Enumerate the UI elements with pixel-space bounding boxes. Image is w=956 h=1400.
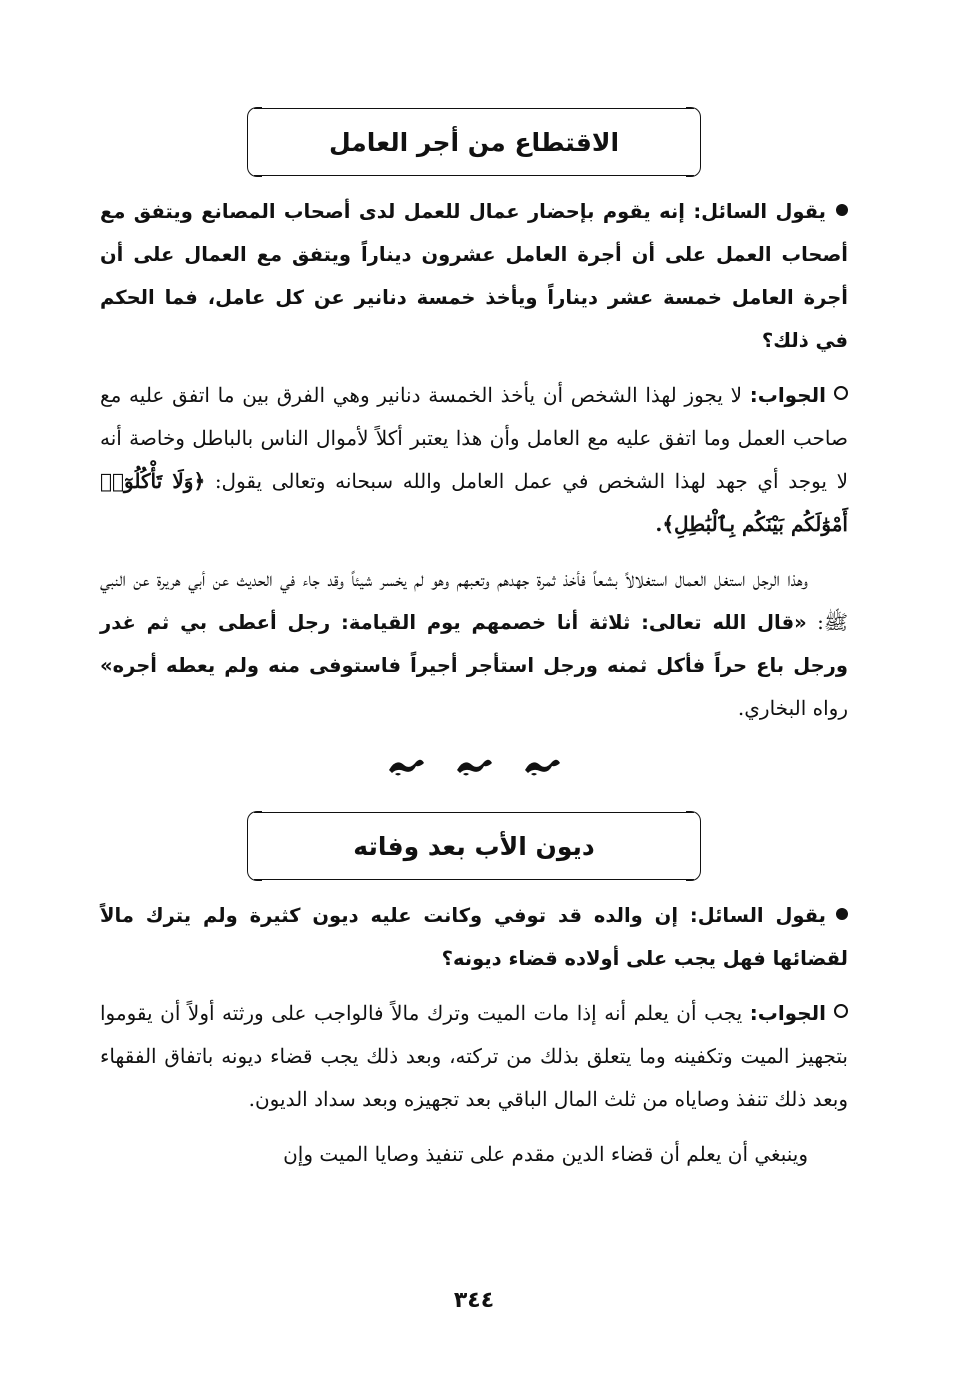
answer-lead: الجواب: — [749, 1001, 827, 1025]
question-lead: يقول السائل: — [693, 200, 826, 223]
section-title: ديون الأب بعد وفاته — [353, 831, 595, 861]
answer-paragraph — [100, 374, 848, 546]
ring-icon — [834, 386, 848, 400]
answer-lead: الجواب: — [749, 383, 826, 407]
answer-text: يجب أن يعلم أنه إذا مات الميت وترك مالاً فالواجب على ورثته أولاً أن يقوموا بتجهيز الميت وتكفينه وما يتعلق بذلك من تركته، وبعد ذلك يجب قضاء ديونه باتفاق الفقهاء وبعد ذلك تنفذ وصاياه من ثلث المال الباقي بعد تجهيزه وبعد سداد الديون. — [100, 1001, 848, 1111]
answer-paragraph — [100, 992, 848, 1121]
continuation-text: وينبغي أن يعلم أن قضاء الدين مقدم على تنفيذ وصايا الميت وإن — [283, 1142, 808, 1166]
page-number: ٣٤٤ — [453, 1288, 495, 1313]
fleuron-icon — [522, 755, 562, 777]
hadith-text: «قال الله تعالى: ثلاثة أنا خصمهم يوم القيامة: رجل أعطى بي ثم غدر ورجل باع حراً فأكل ثمنه ورجل استأجر أجيراً فاستوفى منه ولم يعطه أجره» — [100, 611, 848, 677]
commentary-text: وهذا الرجل استغل العمال استغلالاً بشعاً فأخذ ثمرة جهدهم وتعبهم وهو لم يخسر شيئاً وقد جاء في الحديث عن أبي هريرة عن النبي ﷺ: — [100, 567, 848, 634]
ornament-divider — [100, 746, 848, 786]
continuation-paragraph — [100, 1133, 848, 1176]
quran-verse: ﴿وَلَا تَأْكُلُوٓا۟ أَمْوَٰلَكُم بَيْنَكُم بِٱلْبَٰطِلِ﴾. — [100, 469, 848, 536]
question-paragraph — [100, 894, 848, 980]
commentary-paragraph — [100, 558, 848, 730]
question-text: إن والده قد توفي وكانت عليه ديون كثيرة ولم يترك مالاً لقضائها فهل يجب على أولاده قضاء ديونه؟ — [100, 904, 848, 970]
book-page — [100, 100, 848, 1330]
section-title-box — [254, 812, 694, 880]
hadith-source: رواه البخاري. — [737, 696, 848, 720]
fleuron-icon — [386, 755, 426, 777]
question-lead: يقول السائل: — [689, 904, 826, 927]
ring-icon — [834, 1004, 848, 1018]
answer-text: لا يجوز لهذا الشخص أن يأخذ الخمسة دنانير وهي الفرق بين ما اتفق عليه مع صاحب العمل وما اتفق عليه مع العامل وأن هذا يعتبر أكلاً لأموال الناس بالباطل وخاصة أنه لا يوجد أي جهد لهذا الشخص في عمل العامل والله سبحانه وتعالى يقول: — [100, 383, 849, 493]
question-text: إنه يقوم بإحضار عمال للعمل لدى أصحاب المصانع ويتفق مع أصحاب العمل على أن أجرة العامل عشرون ديناراً ويتفق مع العمال على أن أجرة العامل خمسة عشر ديناراً ويأخذ خمسة دنانير عن كل عامل، فما الحكم في ذلك؟ — [100, 200, 848, 352]
section-title-box — [254, 108, 694, 176]
section-title: الاقتطاع من أجر العامل — [328, 127, 620, 157]
question-paragraph — [100, 190, 848, 362]
bullet-icon — [836, 204, 848, 216]
bullet-icon — [836, 908, 848, 920]
fleuron-icon — [454, 755, 494, 777]
